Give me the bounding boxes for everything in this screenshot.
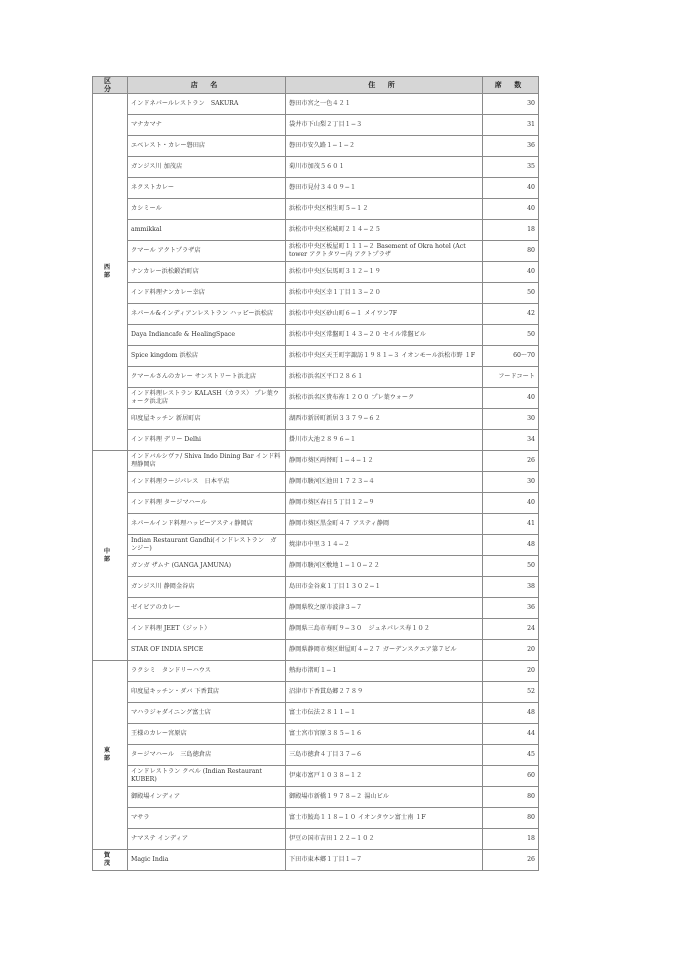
address-cell: 沼津市下香貫島郷２７８９ — [286, 682, 483, 703]
table-row — [93, 661, 539, 682]
address-cell: 静岡県静岡市葵区紺屋町４−２７ ガーデンスクエア第７ビル — [286, 640, 483, 661]
store-name-cell: ガンジス川 静岡金谷店 — [128, 577, 286, 598]
table-row — [93, 682, 539, 703]
address-cell: 湖西市新居町新居３３７９−６２ — [286, 409, 483, 430]
store-name-cell: インド料理 デリー Delhi — [128, 430, 286, 451]
seats-cell: 80 — [483, 808, 539, 829]
store-name-cell: カシミール — [128, 199, 286, 220]
seats-cell: 40 — [483, 262, 539, 283]
seats-cell: 18 — [483, 829, 539, 850]
store-name-cell: インドネパールレストラン SAKURA — [128, 94, 286, 115]
table-row — [93, 157, 539, 178]
address-cell: 静岡市駿河区池田１７２３−４ — [286, 472, 483, 493]
region-cell: 中 部 — [93, 451, 128, 661]
table-row — [93, 262, 539, 283]
table-row — [93, 115, 539, 136]
table-row — [93, 745, 539, 766]
table-row — [93, 283, 539, 304]
seats-cell: 41 — [483, 514, 539, 535]
address-cell: 静岡市葵区黒金町４７ アスティ静岡 — [286, 514, 483, 535]
region-cell: 西 部 — [93, 94, 128, 451]
table-row — [93, 514, 539, 535]
seats-cell: 31 — [483, 115, 539, 136]
address-cell: 袋井市下山梨２丁目１−３ — [286, 115, 483, 136]
store-name-cell: Spice kingdom 浜松店 — [128, 346, 286, 367]
store-name-cell: STAR OF INDIA SPICE — [128, 640, 286, 661]
seats-cell: 44 — [483, 724, 539, 745]
seats-cell: 30 — [483, 409, 539, 430]
address-cell: 御殿場市新橋１９７８−２ 湯山ビル — [286, 787, 483, 808]
store-name-cell: Indian Restaurant Gandhi(インドレストラン ガンジー) — [128, 535, 286, 556]
seats-cell: 80 — [483, 241, 539, 262]
store-name-cell: インド料理ナンカレー幸店 — [128, 283, 286, 304]
store-name-cell: ナマステ インディア — [128, 829, 286, 850]
store-name-cell: マサラ — [128, 808, 286, 829]
address-cell: 菊川市加茂５６０１ — [286, 157, 483, 178]
store-name-cell: 印度屋キッチン・ダバ 下香貫店 — [128, 682, 286, 703]
table-row — [93, 367, 539, 388]
store-name-cell: インドバルシヴァ/ Shiva Indo Dining Bar インド料理静岡店 — [128, 451, 286, 472]
header-row — [93, 77, 539, 94]
store-name-cell: インド料理 タージマハール — [128, 493, 286, 514]
seats-cell: 18 — [483, 220, 539, 241]
address-cell: 磐田市宮之一色４２１ — [286, 94, 483, 115]
seats-cell: 20 — [483, 640, 539, 661]
seats-cell: 40 — [483, 388, 539, 409]
store-name-cell: ネパールインド料理ハッピーアスティ静岡店 — [128, 514, 286, 535]
store-name-cell: Daya Indiancafe & HealingSpace — [128, 325, 286, 346]
address-cell: 下田市東本郷１丁目１−７ — [286, 850, 483, 871]
address-cell: 熱海市渚町１−１ — [286, 661, 483, 682]
seats-cell: 36 — [483, 136, 539, 157]
address-cell: 静岡市葵区春日５丁目１２−９ — [286, 493, 483, 514]
table-row — [93, 598, 539, 619]
seats-cell: 42 — [483, 304, 539, 325]
store-name-cell: マハラジャダイニング富士店 — [128, 703, 286, 724]
store-name-cell: ammikkal — [128, 220, 286, 241]
address-cell: 浜松市中央区板屋町１１１−２ Basement of Okra hotel (Act tower アクトタワー内 アクトプラザ — [286, 241, 483, 262]
store-name-cell: ネパール&インディアンレストラン ハッピー浜松店 — [128, 304, 286, 325]
table-row — [93, 178, 539, 199]
seats-cell: 26 — [483, 451, 539, 472]
address-cell: 静岡市葵区両替町１−４−１２ — [286, 451, 483, 472]
seats-cell: 38 — [483, 577, 539, 598]
header-address: 住 所 — [286, 77, 483, 94]
seats-cell: 40 — [483, 178, 539, 199]
seats-cell: 52 — [483, 682, 539, 703]
region-cell: 賀 茂 — [93, 850, 128, 871]
table-row — [93, 220, 539, 241]
store-name-cell: ガンガ ザムナ (GANGA JAMUNA) — [128, 556, 286, 577]
table-row — [93, 493, 539, 514]
address-cell: 静岡県三島市寿町９−３０ ジュネパレス寿１０２ — [286, 619, 483, 640]
seats-cell: 48 — [483, 535, 539, 556]
header-seats: 席 数 — [483, 77, 539, 94]
address-cell: 富士市伝法２８１１−１ — [286, 703, 483, 724]
address-cell: 浜松市浜名区貴布祢１２００ プレ葉ウォーク — [286, 388, 483, 409]
table-row — [93, 619, 539, 640]
header-store-name: 店 名 — [128, 77, 286, 94]
address-cell: 三島市徳倉４丁目３７−６ — [286, 745, 483, 766]
store-name-cell: マナカマナ — [128, 115, 286, 136]
store-name-cell: ナンカレー浜松鍛冶町店 — [128, 262, 286, 283]
address-cell: 浜松市中央区相生町５−１２ — [286, 199, 483, 220]
seats-cell: 50 — [483, 283, 539, 304]
table-row — [93, 577, 539, 598]
store-name-cell: 印度屋キッチン 新居町店 — [128, 409, 286, 430]
seats-cell: 50 — [483, 325, 539, 346]
seats-cell: 30 — [483, 472, 539, 493]
store-name-cell: エベレスト・カレー磐田店 — [128, 136, 286, 157]
address-cell: 掛川市大池２８９６−１ — [286, 430, 483, 451]
store-name-cell: インド料理ラージパレス 日本平店 — [128, 472, 286, 493]
store-name-cell: ラクシミ タンドリーハウス — [128, 661, 286, 682]
address-cell: 伊東市富戸１０３８−１２ — [286, 766, 483, 787]
seats-cell: 20 — [483, 661, 539, 682]
address-cell: 浜松市浜名区平口２８６１ — [286, 367, 483, 388]
header-region: 区 分 — [93, 77, 128, 94]
address-cell: 富士市鮫島１１８−１０ イオンタウン富士南 １F — [286, 808, 483, 829]
store-name-cell: インド料理レストラン KALASH（カラス） プレ葉ウォーク浜北店 — [128, 388, 286, 409]
seats-cell: 60〜70 — [483, 346, 539, 367]
seats-cell: 30 — [483, 94, 539, 115]
table-row — [93, 829, 539, 850]
store-name-cell: ガンジス川 加茂店 — [128, 157, 286, 178]
region-cell: 東 部 — [93, 661, 128, 850]
address-cell: 浜松市中央区松城町２１４−２５ — [286, 220, 483, 241]
seats-cell: フードコート — [483, 367, 539, 388]
seats-cell: 50 — [483, 556, 539, 577]
store-name-cell: 御殿場インディア — [128, 787, 286, 808]
restaurant-table — [92, 76, 539, 871]
address-cell: 浜松市中央区常盤町１４３−２０ セイル常盤ビル — [286, 325, 483, 346]
store-name-cell: クマール アクトプラザ店 — [128, 241, 286, 262]
table-row — [93, 640, 539, 661]
seats-cell: 45 — [483, 745, 539, 766]
address-cell: 静岡市駿河区敷地１−１０−２２ — [286, 556, 483, 577]
seats-cell: 24 — [483, 619, 539, 640]
address-cell: 焼津市中里３１４−２ — [286, 535, 483, 556]
address-cell: 浜松市中央区幸１丁目１３−２０ — [286, 283, 483, 304]
table-row — [93, 304, 539, 325]
store-name-cell: タージマハール 三島徳倉店 — [128, 745, 286, 766]
table-row — [93, 451, 539, 472]
store-name-cell: 王様のカレー宮原店 — [128, 724, 286, 745]
address-cell: 伊豆の国市吉田１２２−１０２ — [286, 829, 483, 850]
table-row — [93, 199, 539, 220]
table-row — [93, 535, 539, 556]
seats-cell: 26 — [483, 850, 539, 871]
address-cell: 富士宮市宮原３８５−１６ — [286, 724, 483, 745]
seats-cell: 80 — [483, 787, 539, 808]
seats-cell: 40 — [483, 493, 539, 514]
store-name-cell: クマールさんのカレー サンストリート浜北店 — [128, 367, 286, 388]
address-cell: 磐田市見付３４０９−１ — [286, 178, 483, 199]
store-name-cell: ゼイビアのカレー — [128, 598, 286, 619]
table-row — [93, 241, 539, 262]
table-row — [93, 787, 539, 808]
store-name-cell: ネクストカレー — [128, 178, 286, 199]
table-row — [93, 325, 539, 346]
address-cell: 浜松市中央区天王町字諏訪１９８１−３ イオンモール浜松市野 １F — [286, 346, 483, 367]
table-row — [93, 472, 539, 493]
table-row — [93, 556, 539, 577]
address-cell: 浜松市中央区伝馬町３１２−１９ — [286, 262, 483, 283]
table-row — [93, 724, 539, 745]
address-cell: 浜松市中央区砂山町６−１ メイワン7F — [286, 304, 483, 325]
seats-cell: 35 — [483, 157, 539, 178]
table-row — [93, 703, 539, 724]
seats-cell: 60 — [483, 766, 539, 787]
address-cell: 島田市金谷東１丁目１３０２−１ — [286, 577, 483, 598]
seats-cell: 48 — [483, 703, 539, 724]
table-row — [93, 430, 539, 451]
table-row — [93, 94, 539, 115]
table-row — [93, 850, 539, 871]
seats-cell: 36 — [483, 598, 539, 619]
store-name-cell: インドレストラン クベル (Indian Restaurant KUBER) — [128, 766, 286, 787]
table-row — [93, 136, 539, 157]
seats-cell: 40 — [483, 199, 539, 220]
store-name-cell: インド料理 JEET（ジット） — [128, 619, 286, 640]
table-row — [93, 808, 539, 829]
address-cell: 磐田市安久路１−１−２ — [286, 136, 483, 157]
table-row — [93, 409, 539, 430]
seats-cell: 34 — [483, 430, 539, 451]
table-row — [93, 388, 539, 409]
address-cell: 静岡県牧之原市波津３−７ — [286, 598, 483, 619]
table-row — [93, 766, 539, 787]
store-name-cell: Magic India — [128, 850, 286, 871]
table-row — [93, 346, 539, 367]
